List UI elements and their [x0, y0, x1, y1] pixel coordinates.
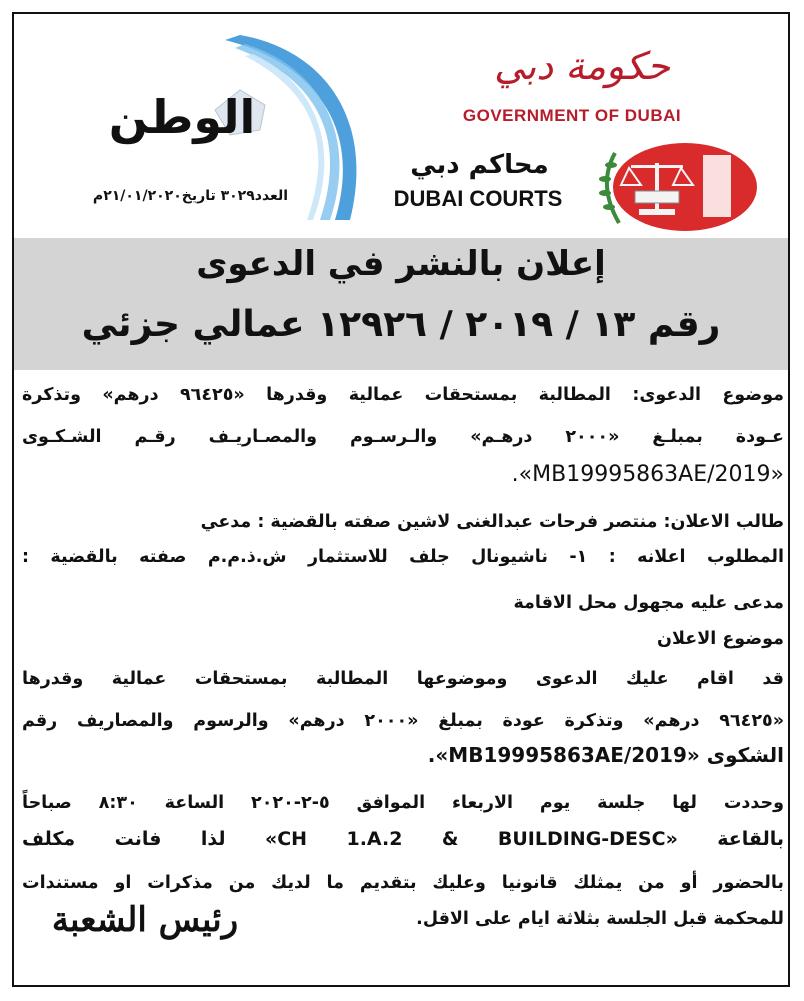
body-line: وحددت لها جلسة يوم الاربعاء الموافق ٥-٢-٢٠٢٠ الساعة ٨:٣٠ صباحاً [22, 793, 784, 813]
body-line: للمحكمة قبل الجلسة بثلاثة ايام على الاقل. [416, 909, 784, 929]
scales-of-justice-icon [585, 135, 765, 235]
body-line: قد اقام عليك الدعوى وموضوعها المطالبة بمستحقات عمالية وقدرها [22, 669, 784, 689]
dubai-courts-english: DUBAI COURTS [393, 186, 563, 211]
body-line: «٩٦٤٢٥ درهم» وتذكرة عودة بمبلغ «٢٠٠٠ درهم» والرسوم والمصاريف رقم [22, 711, 784, 731]
dubai-courts-arabic: محاكم دبي [410, 150, 549, 180]
government-of-dubai-arabic: حكومة دبي [493, 44, 671, 88]
body-line: عـودة بمبلـغ «٢٠٠٠ درهـم» والـرسـوم والمصـاريـف رقـم الشـكـوى [22, 427, 784, 447]
body-line: موضوع الاعلان [657, 629, 784, 649]
body-line: «MB19995863AE/2019». [511, 462, 784, 487]
newspaper-name: الوطن [108, 90, 256, 144]
body-line: طالب الاعلان: منتصر فرحات عبدالغنى لاشين صفته بالقضية : مدعي [200, 512, 784, 532]
notice-title: إعلان بالنشر في الدعوى [196, 244, 606, 284]
government-of-dubai-english: GOVERNMENT OF DUBAI [462, 106, 682, 125]
body-line: المطلوب اعلانه : ١- ناشيونال جلف للاستثمار ش.ذ.م.م صفته بالقضية : [22, 547, 785, 567]
body-line: الشكوى «MB19995863AE/2019». [427, 743, 784, 767]
body-line: مدعى عليه مجهول محل الاقامة [513, 593, 784, 613]
signature-title: رئيس الشعبة [51, 900, 239, 940]
body-line: بالقاعة «CH 1.A.2 & BUILDING-DESC» لذا فانت مكلف [22, 828, 784, 850]
issue-number-date: العدد٣٠٢٩ تاريخ٢١/٠١/٢٠٢٠م [92, 188, 288, 204]
case-number: رقم ١٣ / ٢٠١٩ / ١٢٩٢٦ عمالي جزئي [81, 304, 721, 345]
body-line: بالحضور أو من يمثلك قانونيا وعليك بتقديم ما لديك من مذكرات او مستندات [22, 873, 784, 893]
body-line: موضوع الدعوى: المطالبة بمستحقات عمالية وقدرها «٩٦٤٢٥ درهم» وتذكرة [22, 385, 784, 405]
